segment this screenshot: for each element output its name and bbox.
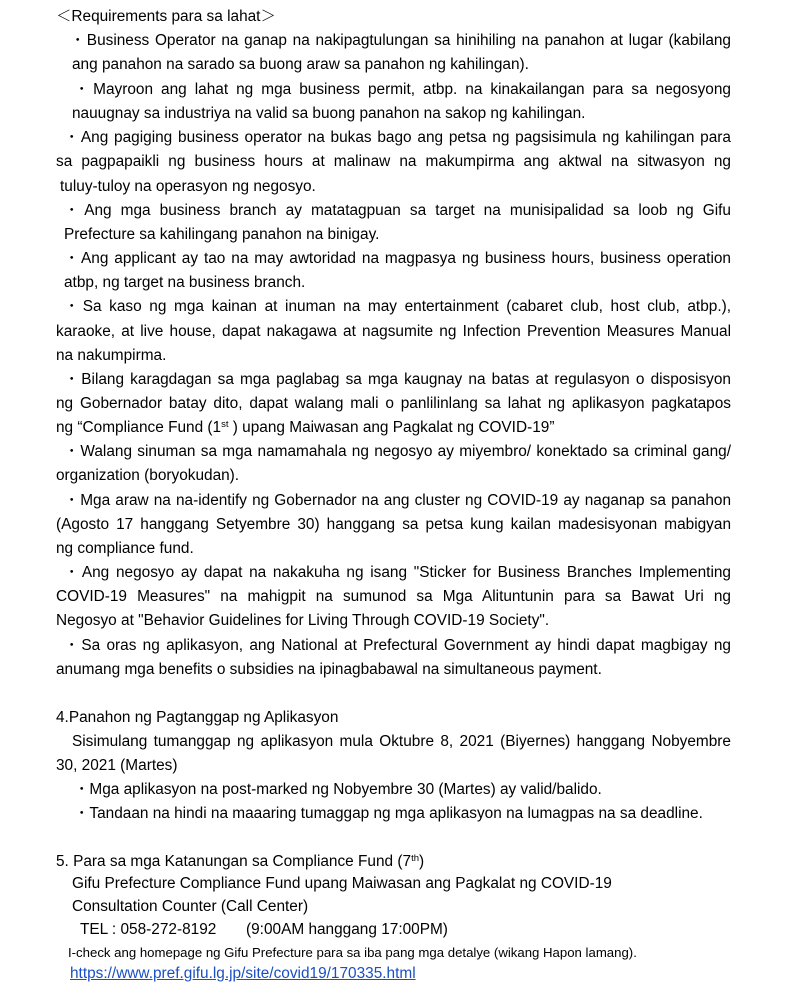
homepage-link-wrapper: [70, 964, 416, 984]
requirement-line: ・Ang mga business branch ay matatagpuan sa target na munisipalidad sa loob ng Gifu: [64, 202, 731, 219]
section-heading: [56, 852, 424, 872]
telephone-number: TEL : 058-272-8192: [80, 921, 217, 938]
paragraph-line: 30, 2021 (Martes): [56, 757, 178, 774]
requirement-line: anumang mga benefits o subsidies na ipinagbabawal na simultaneous payment.: [56, 661, 602, 678]
requirement-line: ・Mga araw na na-identify ng Gobernador na ang cluster ng COVID-19 ay naganap sa panahon: [64, 492, 731, 509]
superscript-ordinal: th: [411, 853, 419, 864]
requirements-heading: ＜Requirements para sa lahat＞: [56, 8, 276, 25]
requirement-line: organization (boryokudan).: [56, 467, 240, 484]
text-segment: ng “Compliance Fund (1: [56, 419, 222, 436]
requirement-line: ang panahon na sarado sa buong araw sa panahon ng kahilingan).: [72, 56, 529, 73]
requirement-line: ng compliance fund.: [56, 540, 194, 557]
requirement-line: ・Mayroon ang lahat ng mga business permit, atbp. na kinakailangan para sa negosyong: [74, 81, 731, 98]
requirement-line: na nakumpirma.: [56, 347, 167, 364]
paragraph-line: Sisimulang tumanggap ng aplikasyon mula Oktubre 8, 2021 (Biyernes) hanggang Nobyembre: [72, 733, 731, 750]
requirement-line: ・Business Operator na ganap na nakipagtulungan sa hinihiling na panahon at lugar (kabilang: [70, 32, 731, 49]
requirement-line: (Agosto 17 hanggang Setyembre 30) hanggang sa petsa kung kailan madesisyonan mabigyan: [56, 516, 731, 533]
superscript-ordinal: st: [221, 419, 229, 430]
requirement-line: Prefecture sa kahilingang panahon na binigay.: [64, 226, 380, 243]
requirement-line: atbp, ng target na business branch.: [64, 274, 306, 291]
requirement-line: ・Sa oras ng aplikasyon, ang National at Prefectural Government ay hindi dapat magbigay ng: [64, 637, 731, 654]
call-center-name: Gifu Prefecture Compliance Fund upang Maiwasan ang Pagkalat ng COVID-19: [72, 875, 612, 892]
text-segment: 5. Para sa mga Katanungan sa Compliance Fund (7: [56, 853, 412, 870]
requirement-line: ・Walang sinuman sa mga namamahala ng negosyo ay miyembro/ konektado sa criminal gang/: [64, 443, 731, 460]
requirement-line: karaoke, at live house, dapat nakagawa at nagsumite ng Infection Prevention Measures Manual: [56, 323, 731, 340]
homepage-note: I-check ang homepage ng Gifu Prefecture para sa iba pang mga detalye (wikang Hapon lamang).: [68, 945, 637, 960]
requirement-line: sa pagpapaikli ng business hours at malinaw na makumpirma ang aktwal na sitwasyon ng: [56, 153, 731, 170]
requirement-line: ・Sa kaso ng mga kainan at inuman na may entertainment (cabaret club, host club, atbp.),: [64, 298, 731, 315]
requirement-line: ng Gobernador batay dito, dapat walang mali o panlilinlang sa lahat ng aplikasyon pagkatapos: [56, 395, 731, 412]
requirement-line: [56, 418, 554, 438]
text-segment: ): [419, 853, 425, 870]
requirement-line: ・Ang applicant ay tao na may awtoridad na magpasya ng business hours, business operation: [64, 250, 731, 267]
homepage-link[interactable]: https://www.pref.gifu.lg.jp/site/covid19/170335.html: [70, 965, 416, 982]
requirement-line: ・Ang pagiging business operator na bukas bago ang petsa ng pagsisimula ng kahilingan para: [64, 129, 731, 146]
requirement-line: ・Ang negosyo ay dapat na nakakuha ng isang "Sticker for Business Branches Implementing: [64, 564, 731, 581]
requirement-line: Negosyo at "Behavior Guidelines for Living Through COVID-19 Society".: [56, 612, 550, 629]
requirement-line: ・Bilang karagdagan sa mga paglabag sa mga kaugnay na batas at regulasyon o disposisyon: [64, 371, 731, 388]
office-hours: (9:00AM hanggang 17:00PM): [246, 921, 448, 938]
call-center-subtitle: Consultation Counter (Call Center): [72, 898, 309, 915]
text-segment: ) upang Maiwasan ang Pagkalat ng COVID-19”: [228, 419, 555, 436]
requirement-line: tuluy-tuloy na operasyon ng negosyo.: [60, 178, 316, 195]
bullet-item: ・Mga aplikasyon na post-marked ng Nobyembre 30 (Martes) ay valid/balido.: [74, 781, 602, 798]
section-heading: 4.Panahon ng Pagtanggap ng Aplikasyon: [56, 709, 339, 726]
requirement-line: nauugnay sa industriya na valid sa buong panahon na sakop ng kahilingan.: [72, 105, 586, 122]
requirement-line: COVID-19 Measures" na mahigpit na sumunod sa Mga Alituntunin para sa Bawat Uri ng: [56, 588, 731, 605]
bullet-item: ・Tandaan na hindi na maaaring tumaggap ng mga aplikasyon na lumagpas na sa deadline.: [74, 805, 703, 822]
